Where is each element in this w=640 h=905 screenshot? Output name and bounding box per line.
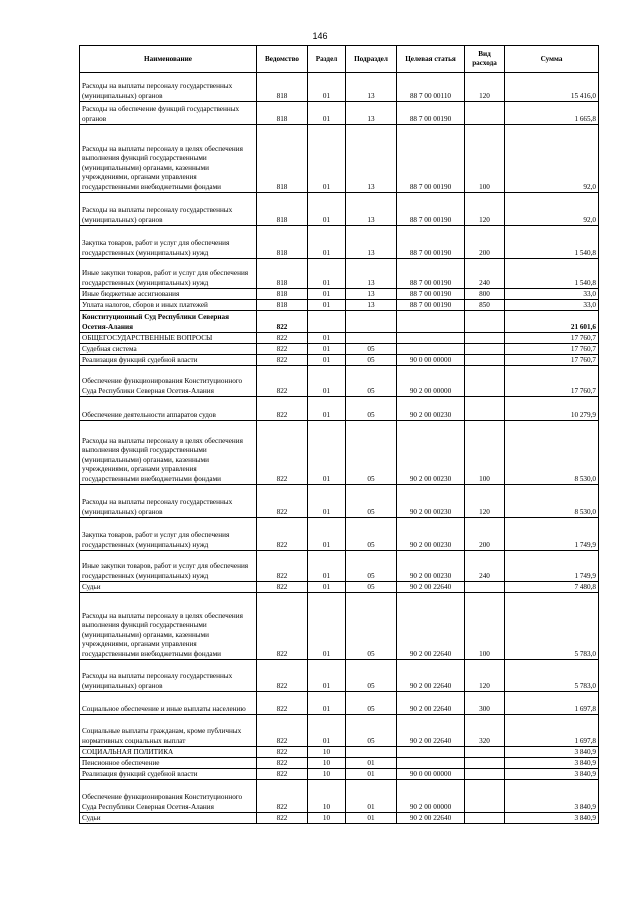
row-name-cell: Расходы на выплаты персоналу государственных (муниципальных) органов — [80, 73, 257, 102]
row-target-cell: 90 2 00 00230 — [397, 485, 465, 518]
row-expense-type-cell: 300 — [465, 692, 505, 715]
row-section-cell: 01 — [308, 397, 346, 421]
row-sum-cell: 3 840,9 — [505, 780, 599, 813]
row-section-cell: 01 — [308, 551, 346, 582]
row-sum-cell: 92,0 — [505, 193, 599, 226]
row-expense-type-cell — [465, 758, 505, 769]
table-row — [80, 551, 599, 582]
row-subsection-cell: 05 — [346, 355, 397, 366]
row-sum-cell: 1 749,9 — [505, 551, 599, 582]
row-name-cell: Расходы на выплаты персоналу государственных (муниципальных) органов — [80, 485, 257, 518]
table-row — [80, 193, 599, 226]
row-expense-type-cell: 120 — [465, 485, 505, 518]
row-target-cell: 90 2 00 00230 — [397, 421, 465, 485]
row-target-cell: 90 2 00 00000 — [397, 366, 465, 397]
row-dept-cell: 822 — [257, 397, 308, 421]
row-dept-cell: 818 — [257, 259, 308, 289]
row-name-cell: Закупка товаров, работ и услуг для обеспечения государственных (муниципальных) нужд — [80, 226, 257, 259]
column-header-section: Раздел — [308, 46, 346, 73]
row-name-cell: Расходы на выплаты персоналу в целях обеспечения выполнения функций государственными (муниципальными) органами, казенными учреждениями, органами управления государственными внебюджетными фондами — [80, 421, 257, 485]
row-sum-cell: 5 783,0 — [505, 593, 599, 660]
row-section-cell: 10 — [308, 813, 346, 824]
row-subsection-cell: 05 — [346, 421, 397, 485]
table-row — [80, 485, 599, 518]
row-subsection-cell: 01 — [346, 758, 397, 769]
row-expense-type-cell: 100 — [465, 421, 505, 485]
row-subsection-cell: 05 — [346, 518, 397, 551]
row-section-cell: 01 — [308, 344, 346, 355]
row-target-cell: 88 7 00 00190 — [397, 193, 465, 226]
row-target-cell: 90 0 00 00000 — [397, 769, 465, 780]
row-target-cell: 90 2 00 22640 — [397, 593, 465, 660]
row-section-cell: 10 — [308, 747, 346, 758]
row-subsection-cell: 01 — [346, 769, 397, 780]
row-sum-cell: 3 840,9 — [505, 747, 599, 758]
row-section-cell: 01 — [308, 366, 346, 397]
table-row — [80, 747, 599, 758]
row-sum-cell: 3 840,9 — [505, 769, 599, 780]
row-dept-cell: 822 — [257, 660, 308, 692]
row-target-cell: 90 2 00 22640 — [397, 715, 465, 747]
table-row — [80, 355, 599, 366]
row-expense-type-cell — [465, 397, 505, 421]
table-row — [80, 421, 599, 485]
table-row — [80, 125, 599, 193]
table-row — [80, 780, 599, 813]
row-name-cell: Обеспечение функционирования Конституционного Суда Республики Северная Осетия-Алания — [80, 780, 257, 813]
row-expense-type-cell: 100 — [465, 125, 505, 193]
row-subsection-cell: 05 — [346, 692, 397, 715]
row-target-cell: 90 2 00 00230 — [397, 397, 465, 421]
row-name-cell: Обеспечение функционирования Конституционного Суда Республики Северная Осетия-Алания — [80, 366, 257, 397]
row-expense-type-cell — [465, 366, 505, 397]
row-section-cell: 01 — [308, 582, 346, 593]
row-target-cell: 90 2 00 00230 — [397, 518, 465, 551]
row-section-cell: 01 — [308, 355, 346, 366]
row-target-cell: 90 0 00 00000 — [397, 355, 465, 366]
budget-table — [79, 45, 599, 824]
row-section-cell: 01 — [308, 421, 346, 485]
row-dept-cell: 818 — [257, 102, 308, 125]
table-row — [80, 582, 599, 593]
row-expense-type-cell — [465, 344, 505, 355]
row-target-cell: 90 2 00 22640 — [397, 660, 465, 692]
row-subsection-cell: 13 — [346, 226, 397, 259]
table-row — [80, 289, 599, 300]
row-section-cell: 01 — [308, 485, 346, 518]
row-expense-type-cell: 240 — [465, 551, 505, 582]
row-section-cell: 01 — [308, 125, 346, 193]
row-name-cell: Обеспечение деятельности аппаратов судов — [80, 397, 257, 421]
column-header-dept: Ведомство — [257, 46, 308, 73]
table-row — [80, 73, 599, 102]
row-name-cell: Конституционный Суд Республики Северная Осетия-Алания — [80, 311, 257, 333]
row-sum-cell: 10 279,9 — [505, 397, 599, 421]
row-dept-cell: 822 — [257, 692, 308, 715]
row-sum-cell: 17 760,7 — [505, 344, 599, 355]
row-subsection-cell — [346, 311, 397, 333]
row-name-cell: Реализация функций судебной власти — [80, 769, 257, 780]
row-sum-cell: 3 840,9 — [505, 813, 599, 824]
row-expense-type-cell: 850 — [465, 300, 505, 311]
row-sum-cell: 1 540,8 — [505, 226, 599, 259]
row-dept-cell: 818 — [257, 73, 308, 102]
row-name-cell: Расходы на выплаты персоналу в целях обеспечения выполнения функций государственными (муниципальными) органами, казенными учреждениями, органами управления государственными внебюджетными фондами — [80, 125, 257, 193]
row-subsection-cell: 01 — [346, 780, 397, 813]
row-subsection-cell: 13 — [346, 193, 397, 226]
column-header-subsection: Подраздел — [346, 46, 397, 73]
row-name-cell: СОЦИАЛЬНАЯ ПОЛИТИКА — [80, 747, 257, 758]
row-subsection-cell: 13 — [346, 300, 397, 311]
column-header-name: Наименование — [80, 46, 257, 73]
row-section-cell: 01 — [308, 73, 346, 102]
row-section-cell: 01 — [308, 518, 346, 551]
row-section-cell: 01 — [308, 226, 346, 259]
row-dept-cell: 822 — [257, 758, 308, 769]
row-subsection-cell: 05 — [346, 366, 397, 397]
table-row — [80, 344, 599, 355]
row-dept-cell: 822 — [257, 421, 308, 485]
row-dept-cell: 822 — [257, 813, 308, 824]
row-sum-cell: 33,0 — [505, 300, 599, 311]
column-header-expense-type: Вид расхода — [465, 46, 505, 73]
row-target-cell: 90 2 00 22640 — [397, 582, 465, 593]
table-row — [80, 518, 599, 551]
row-subsection-cell: 05 — [346, 344, 397, 355]
row-target-cell: 90 2 00 00000 — [397, 780, 465, 813]
row-expense-type-cell: 120 — [465, 193, 505, 226]
row-target-cell: 88 7 00 00190 — [397, 102, 465, 125]
column-header-target: Целевая статья — [397, 46, 465, 73]
row-subsection-cell: 01 — [346, 813, 397, 824]
row-sum-cell: 3 840,9 — [505, 758, 599, 769]
row-target-cell: 88 7 00 00190 — [397, 259, 465, 289]
row-dept-cell: 818 — [257, 300, 308, 311]
table-row — [80, 715, 599, 747]
table-row — [80, 226, 599, 259]
row-sum-cell: 33,0 — [505, 289, 599, 300]
row-expense-type-cell: 320 — [465, 715, 505, 747]
row-subsection-cell: 05 — [346, 551, 397, 582]
row-target-cell — [397, 344, 465, 355]
row-name-cell: ОБЩЕГОСУДАРСТВЕННЫЕ ВОПРОСЫ — [80, 333, 257, 344]
row-name-cell: Расходы на выплаты персоналу в целях обеспечения выполнения функций государственными (муниципальными) органами, казенными учреждениями, органами управления государственными внебюджетными фондами — [80, 593, 257, 660]
row-dept-cell: 818 — [257, 193, 308, 226]
row-sum-cell: 1 697,8 — [505, 692, 599, 715]
row-name-cell: Уплата налогов, сборов и иных платежей — [80, 300, 257, 311]
page-number: 146 — [312, 31, 328, 41]
row-sum-cell: 8 530,0 — [505, 485, 599, 518]
row-dept-cell: 822 — [257, 366, 308, 397]
row-expense-type-cell — [465, 311, 505, 333]
row-name-cell: Судьи — [80, 582, 257, 593]
row-sum-cell: 17 760,7 — [505, 333, 599, 344]
row-target-cell: 90 2 00 22640 — [397, 813, 465, 824]
row-section-cell — [308, 311, 346, 333]
row-name-cell: Судьи — [80, 813, 257, 824]
row-expense-type-cell: 120 — [465, 73, 505, 102]
row-expense-type-cell: 120 — [465, 660, 505, 692]
table-row — [80, 692, 599, 715]
row-section-cell: 01 — [308, 300, 346, 311]
row-section-cell: 01 — [308, 102, 346, 125]
row-name-cell: Закупка товаров, работ и услуг для обеспечения государственных (муниципальных) нужд — [80, 518, 257, 551]
row-dept-cell: 818 — [257, 226, 308, 259]
row-section-cell: 10 — [308, 769, 346, 780]
row-subsection-cell — [346, 333, 397, 344]
row-sum-cell: 1 665,8 — [505, 102, 599, 125]
row-subsection-cell: 13 — [346, 125, 397, 193]
row-sum-cell: 1 749,9 — [505, 518, 599, 551]
row-target-cell: 88 7 00 00110 — [397, 73, 465, 102]
table-row — [80, 813, 599, 824]
row-dept-cell: 822 — [257, 355, 308, 366]
row-expense-type-cell: 200 — [465, 226, 505, 259]
row-subsection-cell: 13 — [346, 289, 397, 300]
row-expense-type-cell: 100 — [465, 593, 505, 660]
row-name-cell: Судебная система — [80, 344, 257, 355]
header-row — [80, 46, 599, 73]
row-subsection-cell: 13 — [346, 259, 397, 289]
row-expense-type-cell: 200 — [465, 518, 505, 551]
row-dept-cell: 822 — [257, 780, 308, 813]
row-expense-type-cell: 800 — [465, 289, 505, 300]
row-dept-cell: 818 — [257, 289, 308, 300]
row-name-cell: Социальные выплаты гражданам, кроме публичных нормативных социальных выплат — [80, 715, 257, 747]
row-subsection-cell: 05 — [346, 397, 397, 421]
row-name-cell: Реализация функций судебной власти — [80, 355, 257, 366]
column-header-sum: Сумма — [505, 46, 599, 73]
table-row — [80, 311, 599, 333]
row-sum-cell: 5 783,0 — [505, 660, 599, 692]
row-target-cell: 88 7 00 00190 — [397, 300, 465, 311]
row-name-cell: Иные закупки товаров, работ и услуг для обеспечения государственных (муниципальных) нужд — [80, 259, 257, 289]
row-subsection-cell: 05 — [346, 593, 397, 660]
row-target-cell: 88 7 00 00190 — [397, 226, 465, 259]
row-subsection-cell: 13 — [346, 73, 397, 102]
row-name-cell: Расходы на обеспечение функций государственных органов — [80, 102, 257, 125]
row-section-cell: 01 — [308, 333, 346, 344]
row-dept-cell: 822 — [257, 769, 308, 780]
row-name-cell: Иные закупки товаров, работ и услуг для обеспечения государственных (муниципальных) нужд — [80, 551, 257, 582]
row-dept-cell: 822 — [257, 333, 308, 344]
row-target-cell: 88 7 00 00190 — [397, 289, 465, 300]
row-name-cell: Расходы на выплаты персоналу государственных (муниципальных) органов — [80, 660, 257, 692]
row-expense-type-cell — [465, 813, 505, 824]
row-subsection-cell: 05 — [346, 582, 397, 593]
row-section-cell: 01 — [308, 259, 346, 289]
row-name-cell: Пенсионное обеспечение — [80, 758, 257, 769]
row-section-cell: 01 — [308, 660, 346, 692]
row-section-cell: 01 — [308, 193, 346, 226]
table-row — [80, 397, 599, 421]
row-section-cell: 01 — [308, 593, 346, 660]
row-sum-cell: 92,0 — [505, 125, 599, 193]
row-subsection-cell: 05 — [346, 485, 397, 518]
row-section-cell: 01 — [308, 692, 346, 715]
table-row — [80, 259, 599, 289]
row-sum-cell: 8 530,0 — [505, 421, 599, 485]
table-row — [80, 333, 599, 344]
row-expense-type-cell: 240 — [465, 259, 505, 289]
table-row — [80, 758, 599, 769]
row-sum-cell: 15 416,0 — [505, 73, 599, 102]
row-target-cell: 90 2 00 22640 — [397, 692, 465, 715]
row-target-cell: 90 2 00 00230 — [397, 551, 465, 582]
row-expense-type-cell — [465, 769, 505, 780]
row-sum-cell: 1 540,8 — [505, 259, 599, 289]
row-sum-cell: 17 760,7 — [505, 355, 599, 366]
row-name-cell: Иные бюджетные ассигнования — [80, 289, 257, 300]
row-sum-cell: 17 760,7 — [505, 366, 599, 397]
row-dept-cell: 822 — [257, 715, 308, 747]
table-body — [80, 73, 599, 824]
row-expense-type-cell — [465, 355, 505, 366]
row-target-cell — [397, 333, 465, 344]
row-sum-cell: 1 697,8 — [505, 715, 599, 747]
row-dept-cell: 818 — [257, 125, 308, 193]
row-dept-cell: 822 — [257, 344, 308, 355]
row-dept-cell: 822 — [257, 485, 308, 518]
table-row — [80, 102, 599, 125]
table-row — [80, 593, 599, 660]
row-section-cell: 01 — [308, 289, 346, 300]
row-name-cell: Расходы на выплаты персоналу государственных (муниципальных) органов — [80, 193, 257, 226]
table-row — [80, 366, 599, 397]
row-dept-cell: 822 — [257, 311, 308, 333]
row-name-cell: Социальное обеспечение и иные выплаты населению — [80, 692, 257, 715]
row-dept-cell: 822 — [257, 593, 308, 660]
row-subsection-cell: 05 — [346, 660, 397, 692]
row-dept-cell: 822 — [257, 518, 308, 551]
row-section-cell: 10 — [308, 780, 346, 813]
row-expense-type-cell — [465, 333, 505, 344]
row-dept-cell: 822 — [257, 582, 308, 593]
table-row — [80, 769, 599, 780]
row-dept-cell: 822 — [257, 747, 308, 758]
row-section-cell: 01 — [308, 715, 346, 747]
row-sum-cell: 21 601,6 — [505, 311, 599, 333]
row-expense-type-cell — [465, 102, 505, 125]
row-subsection-cell — [346, 747, 397, 758]
row-subsection-cell: 05 — [346, 715, 397, 747]
row-target-cell — [397, 311, 465, 333]
row-target-cell — [397, 758, 465, 769]
row-section-cell: 10 — [308, 758, 346, 769]
table-row — [80, 300, 599, 311]
row-dept-cell: 822 — [257, 551, 308, 582]
row-target-cell: 88 7 00 00190 — [397, 125, 465, 193]
row-expense-type-cell — [465, 582, 505, 593]
table-row — [80, 660, 599, 692]
row-expense-type-cell — [465, 747, 505, 758]
row-subsection-cell: 13 — [346, 102, 397, 125]
row-sum-cell: 7 480,8 — [505, 582, 599, 593]
row-target-cell — [397, 747, 465, 758]
row-expense-type-cell — [465, 780, 505, 813]
